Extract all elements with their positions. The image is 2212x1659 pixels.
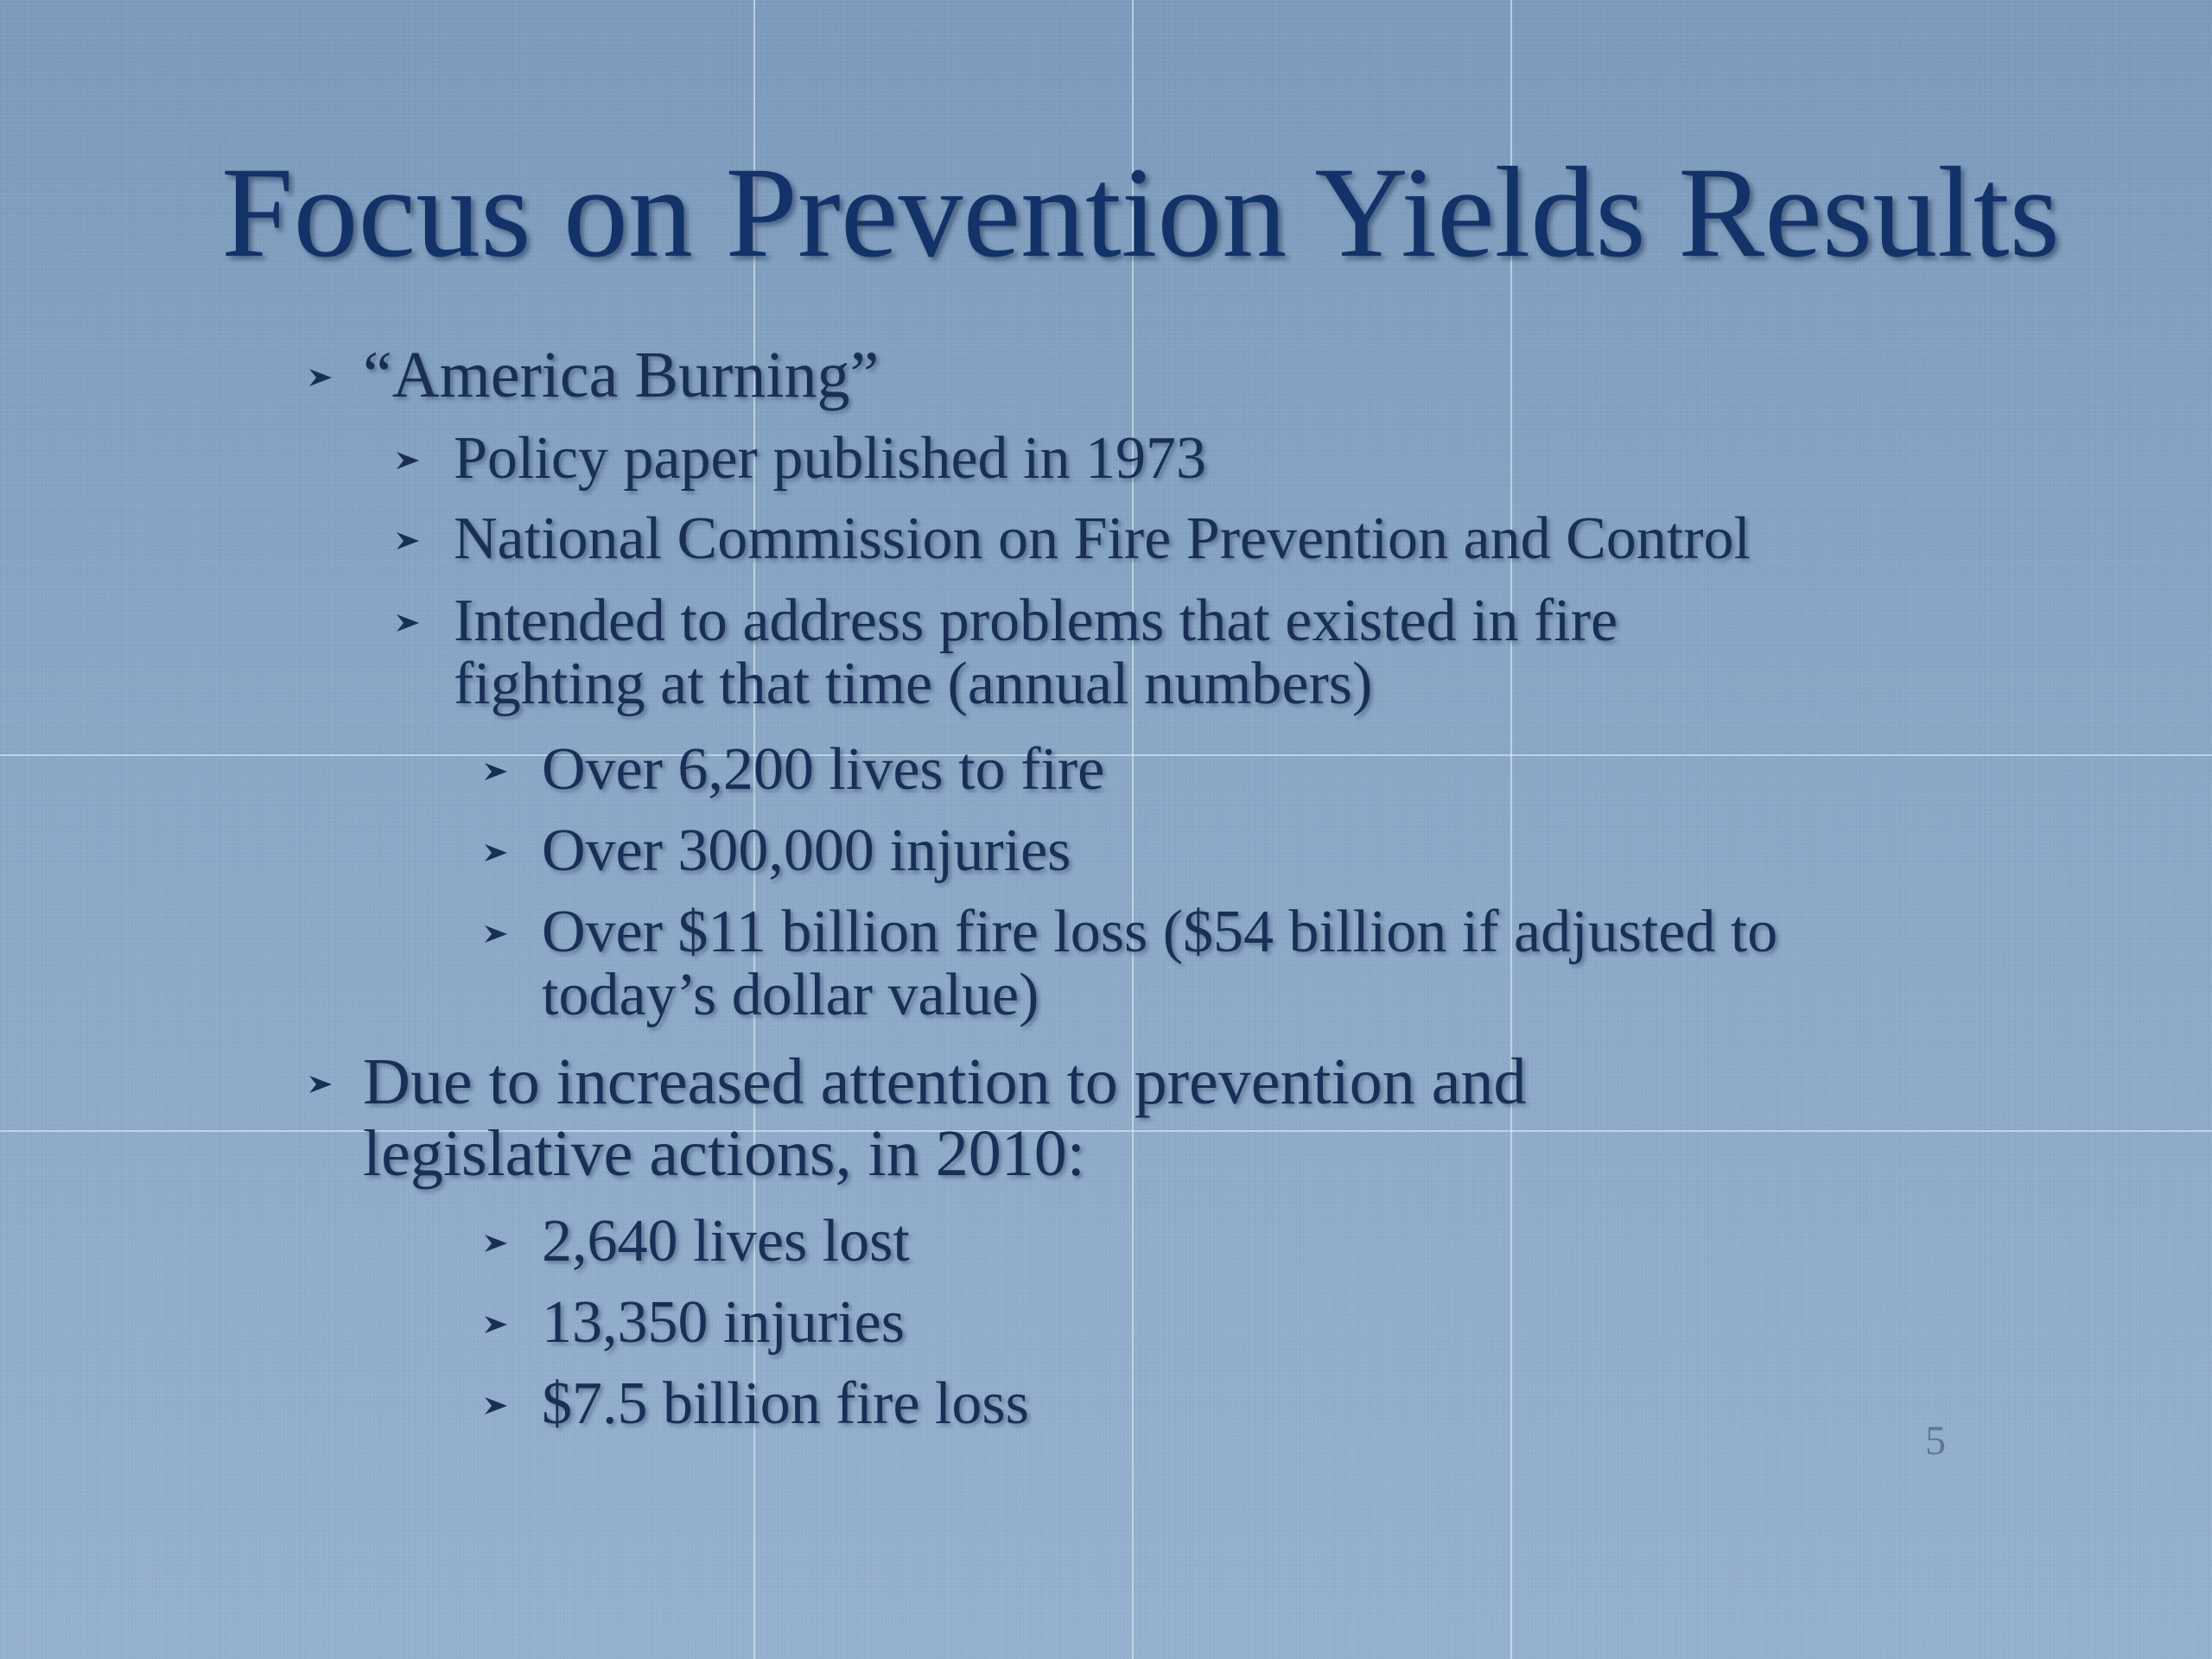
bullet-item	[542, 1208, 910, 1275]
bullet-item	[542, 736, 1104, 804]
arrowhead-bullet-icon	[395, 530, 424, 556]
arrowhead-bullet-icon	[395, 612, 424, 638]
slide-title: Focus on Prevention Yields Results	[221, 141, 2060, 284]
bullet-item	[454, 425, 1206, 493]
bullet-text: $7.5 billion fire loss	[542, 1370, 1029, 1437]
bullet-item	[542, 1289, 905, 1357]
bullet-text-line: fighting at that time (annual numbers)	[454, 651, 1373, 718]
bullet-item	[542, 1370, 1029, 1438]
bullet-item	[454, 505, 1751, 573]
arrowhead-bullet-icon	[483, 1232, 512, 1258]
bullet-item	[363, 339, 879, 412]
bullet-item	[454, 588, 1618, 719]
bullet-text: National Commission on Fire Prevention and Control	[454, 505, 1751, 572]
bullet-item	[363, 1046, 1526, 1191]
slide-page-number: 5	[1925, 1418, 1946, 1464]
arrowhead-bullet-icon	[308, 1073, 337, 1099]
bullet-item	[542, 899, 1777, 1030]
bullet-text: 13,350 injuries	[542, 1289, 905, 1356]
bullet-text-line: Intended to address problems that existed in fire	[454, 588, 1618, 654]
arrowhead-bullet-icon	[483, 760, 512, 786]
bullet-text-line: today’s dollar value)	[542, 962, 1039, 1029]
arrowhead-bullet-icon	[483, 923, 512, 949]
arrowhead-bullet-icon	[483, 842, 512, 868]
bullet-text-line: Due to increased attention to prevention and	[363, 1046, 1527, 1118]
arrowhead-bullet-icon	[308, 366, 337, 392]
bullet-text-line: legislative actions, in 2010:	[363, 1117, 1085, 1191]
bullet-text: Over 6,200 lives to fire	[542, 736, 1105, 803]
bullet-item	[542, 817, 1071, 885]
arrowhead-bullet-icon	[395, 449, 424, 475]
bullet-text: Policy paper published in 1973	[454, 425, 1207, 492]
bullet-text: “America Burning”	[363, 339, 880, 411]
arrowhead-bullet-icon	[483, 1313, 512, 1339]
bullet-text: Over 300,000 injuries	[542, 817, 1071, 884]
arrowhead-bullet-icon	[483, 1395, 512, 1421]
bullet-text-line: Over $11 billion fire loss ($54 billion if adjusted to	[542, 899, 1778, 965]
bullet-text: 2,640 lives lost	[542, 1208, 910, 1274]
